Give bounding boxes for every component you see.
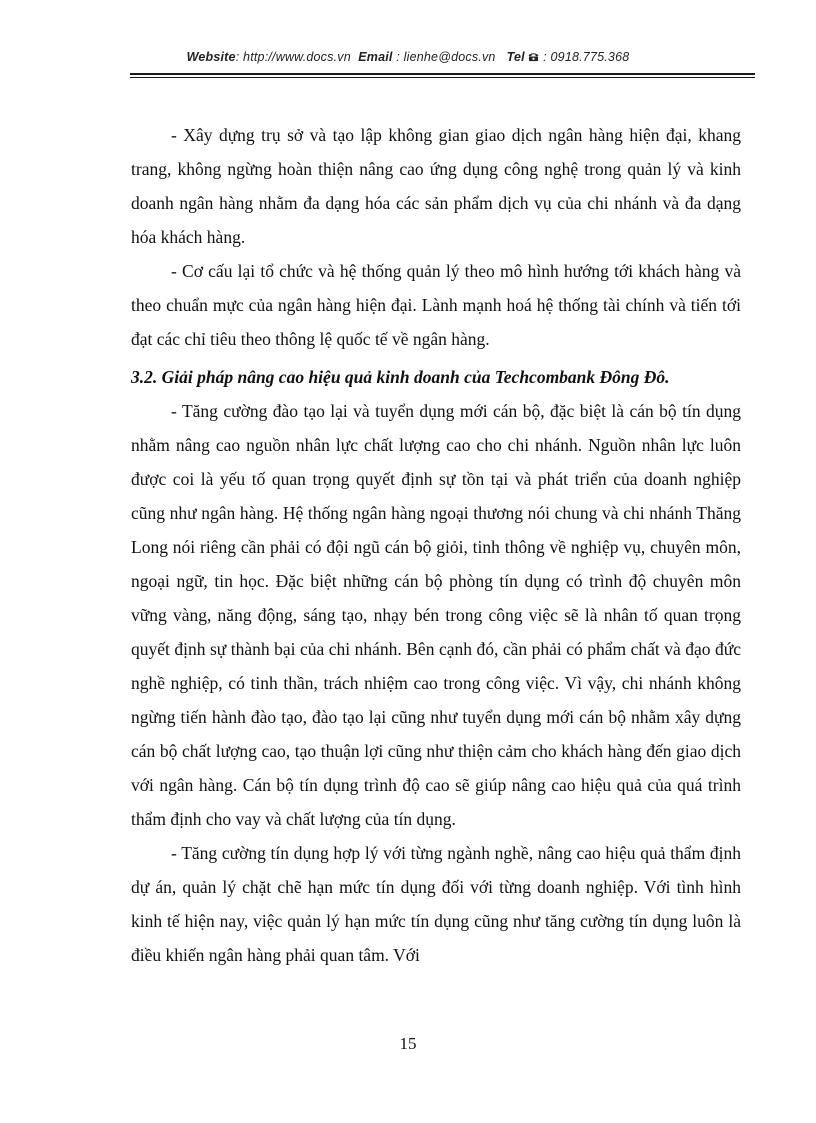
- header-divider-thin: [130, 77, 755, 78]
- paragraph-2: - Cơ cấu lại tổ chức và hệ thống quản lý theo mô hình hướng tới khách hàng và theo chuẩn mực của ngân hàng hiện đại. Lành mạnh hoá hệ thống tài chính và tiến tới đạt các chỉ tiêu theo thông lệ quốc tế về ngân hàng.: [131, 261, 741, 349]
- paragraph-4: - Tăng cường tín dụng hợp lý với từng ngành nghề, nâng cao hiệu quả thẩm định dự án, quản lý chặt chẽ hạn mức tín dụng đối với từng doanh nghiệp. Với tình hình kinh tế hiện nay, việc quản lý hạn mức tín dụng cũng như tăng cường tín dụng luôn là điều khiến ngân hàng phải quan tâm. Với: [131, 843, 741, 965]
- document-body: [131, 118, 741, 972]
- page-header: [0, 50, 816, 64]
- email-link[interactable]: : lienhe@docs.vn: [396, 50, 496, 64]
- tel-label: Tel: [506, 50, 525, 64]
- email-label: Email: [358, 50, 393, 64]
- page-number: 15: [399, 1034, 417, 1053]
- header-divider: [130, 73, 755, 75]
- tel-number[interactable]: : 0918.775.368: [543, 50, 630, 64]
- paragraph-3: - Tăng cường đào tạo lại và tuyển dụng mới cán bộ, đặc biệt là cán bộ tín dụng nhằm nâng cao nguồn nhân lực chất lượng cao cho chi nhánh. Nguồn nhân lực luôn được coi là yếu tố quan trọng quyết định sự tồn tại và phát triển của doanh nghiệp cũng như ngân hàng. Hệ thống ngân hàng ngoại thương nói chung và chi nhánh Thăng Long nói riêng cần phải có đội ngũ cán bộ giỏi, tinh thông về nghiệp vụ, chuyên môn, ngoại ngữ, tin học. Đặc biệt những cán bộ phòng tín dụng có trình độ chuyên môn vững vàng, năng động, sáng tạo, nhạy bén trong công việc sẽ là nhân tố quan trọng quyết định sự thành bại của chi nhánh. Bên cạnh đó, cần phải có phẩm chất và đạo đức nghề nghiệp, có tinh thần, trách nhiệm cao trong công việc. Vì vậy, chi nhánh không ngừng tiến hành đào tạo, đào tạo lại cũng như tuyển dụng mới cán bộ nhằm xây dựng cán bộ chất lượng cao, tạo thuận lợi cũng như thiện cảm cho khách hàng đến giao dịch với ngân hàng. Cán bộ tín dụng trình độ cao sẽ giúp nâng cao hiệu quả của quá trình thẩm định cho vay và chất lượng của tín dụng.: [131, 401, 741, 829]
- telephone-icon: [528, 50, 543, 64]
- website-link[interactable]: : http://www.docs.vn: [235, 50, 351, 64]
- paragraph-1: - Xây dựng trụ sở và tạo lập không gian giao dịch ngân hàng hiện đại, khang trang, không ngừng hoàn thiện nâng cao ứng dụng công nghệ trong quản lý và kinh doanh ngân hàng nhằm đa dạng hóa các sản phẩm dịch vụ của chi nhánh và đa dạng hóa khách hàng.: [131, 125, 741, 247]
- section-heading: 3.2. Giải pháp nâng cao hiệu quả kinh doanh của Techcombank Đông Đô.: [131, 367, 670, 387]
- website-label: Website: [186, 50, 236, 64]
